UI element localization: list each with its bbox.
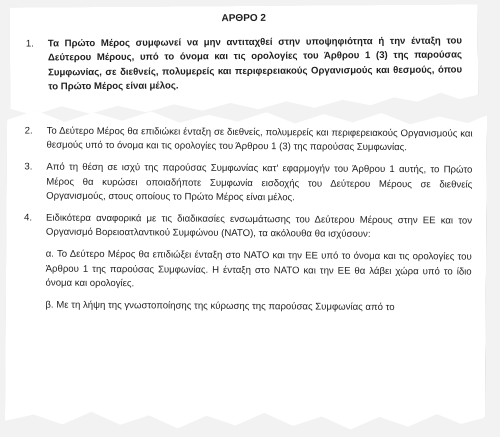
paragraph-text: Το Δεύτερο Μέρος θα επιδιώκει ένταξη σε διεθνείς, πολυμερείς και περιφερειακούς Οργανισμούς και θεσμούς υπό το όνομα και τις ορολογίες του Άρθρου 1 (3) της παρούσας Συμφωνίας.	[46, 125, 473, 154]
paragraph-number: 2.	[24, 125, 33, 137]
paragraph-number: 4.	[23, 212, 33, 224]
bottom-fragment	[23, 124, 472, 321]
article-title: ΑΡΘΡΟ 2	[221, 12, 267, 25]
subparagraph-a: α. Το Δεύτερο Μέρος θα επιδιώξει ένταξη στο ΝΑΤΟ και την ΕΕ υπό το όνομα και τις ορολογίες του Άρθρου 1 της παρούσας Συμφωνίας. Η ένταξη στο ΝΑΤΟ και την ΕΕ θα λάβει χώρα υπό το ίδιο όνομα και ορολογίες.	[45, 249, 472, 290]
paragraph-text: Ειδικότερα αναφορικά με τις διαδικασίες ενσωμάτωσης του Δεύτερου Μέρους στην ΕΕ και τον Οργανισμό Βορειοατλαντικού Συμφώνου (ΝΑΤΟ), τα ακόλουθα θα ισχύσουν:	[45, 212, 473, 241]
paragraph-2	[24, 124, 472, 156]
paragraph-number: 1.	[25, 38, 34, 50]
paragraph-text: Τα Πρώτο Μέρος συμφωνεί να μην αντιταχθεί στην υποψηφιότητα ή την ένταξη του Δεύτερου Μέρους, υπό το όνομα και τις ορολογίες του Άρθρου 1 (3) της παρούσας Συμφωνίας, σε διεθνείς, πολυμερείς και περιφερειακούς Οργανισμούς και θεσμούς, όπου το Πρώτο Μέρος είναι μέλος.	[47, 35, 463, 93]
subparagraph-b: β. Με τη λήψη της γνωστοποίησης της κύρωσης της παρούσας Συμφωνίας από το	[45, 299, 395, 314]
top-fragment	[26, 10, 463, 102]
paragraph-text: Από τη θέση σε ισχύ της παρούσας Συμφωνίας κατ' εφαρμογήν του Άρθρου 1 αυτής, το Πρώτο Μέρος θα κυρώσει οποιαδήποτε Συμφωνία εισδοχής του Δεύτερου Μέρους σε διεθνείς Οργανισμούς, στους οποίους το Πρώτο Μέρος είναι μέλος.	[46, 161, 473, 204]
paragraph-4	[24, 211, 472, 243]
paragraph-number: 3.	[24, 161, 33, 173]
paragraph-3	[24, 161, 472, 207]
paragraph-1	[26, 35, 462, 95]
